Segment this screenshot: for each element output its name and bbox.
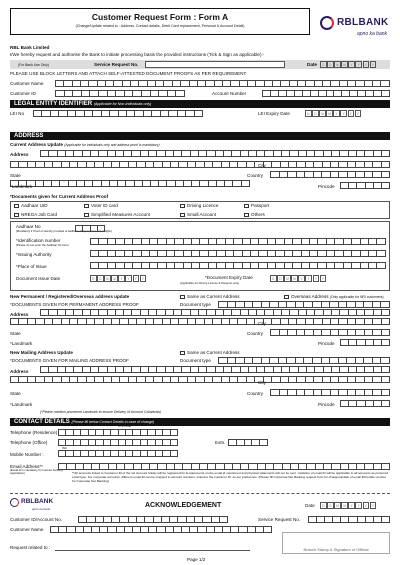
perm-address-line2-input[interactable] <box>10 318 390 325</box>
mail-country-label: Country <box>247 391 264 396</box>
lei-section-header: LEGAL ENTITY IDENTIFIER (Applicable for Non-Individuals only) <box>10 100 390 108</box>
mail-city-label: City <box>258 380 266 385</box>
mail-address-line2-input[interactable] <box>10 376 390 383</box>
account-number-input[interactable] <box>262 90 390 97</box>
ack-service-request-input[interactable] <box>308 516 390 523</box>
tel-res-input[interactable] <box>58 429 178 436</box>
tel-office-label: Telephone (Office) <box>10 440 48 445</box>
ack-date-label: Date <box>305 503 315 508</box>
logo-name: RBLBANK <box>337 17 389 28</box>
current-address-label: Current Address Update (Applicable for individuals only and address proof is mandatory) <box>10 142 160 147</box>
state-input[interactable] <box>10 180 250 187</box>
mail-state-label: State <box>10 391 21 396</box>
isd-label: ISD <box>62 446 67 450</box>
mobile-label: Mobile Number : <box>10 452 44 457</box>
mailing-same-checkbox[interactable]: Same as Current Address <box>180 350 240 355</box>
mailing-doc-type-label: Document type <box>180 358 211 363</box>
identification-input[interactable] <box>90 238 386 245</box>
doc-expiry-date-label: *Document Expiry Date <box>205 275 253 280</box>
page-number: Page 1/2 <box>187 557 206 562</box>
aadhaar-input[interactable] <box>75 225 105 232</box>
mail-address-label: Address <box>10 369 29 374</box>
form-title: Customer Request Form : Form A <box>91 12 229 22</box>
address-label: Address <box>10 152 29 157</box>
mail-pincode-input[interactable] <box>340 400 390 407</box>
lei-expiry-label: LEI Expiry Date <box>258 111 290 116</box>
country-label: Country <box>247 173 264 178</box>
bank-use-label: (For Bank Use Only) <box>18 63 49 67</box>
doc-issue-date-input[interactable]: D D M M Y Y Y Y <box>90 275 147 282</box>
doc-type-label: Document type <box>180 302 211 307</box>
country-input[interactable] <box>270 171 390 178</box>
docs-current-heading: *Documents given for Current Address Proof <box>10 194 109 199</box>
contact-section-header: CONTACT DETAILS (Please fill below Contact Details in case of change) <box>10 418 390 426</box>
mail-address-line1-input[interactable] <box>40 366 390 373</box>
perm-address-line1-input[interactable] <box>40 309 390 316</box>
city-label: City <box>258 163 266 168</box>
perm-state-label: State <box>10 331 21 336</box>
perm-country-label: Country <box>247 331 264 336</box>
doc-nrega[interactable]: NREGA Job Card <box>14 212 57 217</box>
issuing-authority-input[interactable] <box>90 250 386 257</box>
std-code-label: STD Code <box>118 424 132 428</box>
perm-landmark-label: *Landmark <box>10 341 33 346</box>
branch-stamp-box: Branch Stamp & Signature of Official <box>282 532 390 554</box>
block-letters-note: PLEASE USE BLOCK LETTERS AND ATTACH SELF-ATTESTED DOCUMENT PROOFS AS PER REQUIREMENT <box>10 71 247 76</box>
mail-country-input[interactable] <box>270 389 390 396</box>
doc-small-account[interactable]: Small Account <box>180 212 216 217</box>
pincode-label: Pincode <box>318 184 335 189</box>
mobile-input[interactable] <box>58 450 178 457</box>
form-title-box <box>10 8 310 35</box>
date-input[interactable]: D D M M Y Y Y Y <box>320 61 377 68</box>
identification-note: (Please do not enter the Aadhaar No here) <box>16 243 69 247</box>
tel-res-label: Telephone (Residence) <box>10 430 58 435</box>
email-note: (Email id is mandatory for Internet banking registration) <box>10 468 63 476</box>
overseas-checkbox[interactable]: Overseas Address (Only applicable for NRI customers) <box>284 294 384 299</box>
ack-service-request-label: Service Request No. <box>258 517 301 522</box>
doc-type-mailing-input[interactable] <box>218 357 390 364</box>
ack-customer-id-input[interactable] <box>78 516 228 523</box>
tear-line <box>10 493 390 494</box>
ack-logo-icon <box>10 498 19 507</box>
account-number-label: Account Number <box>212 91 247 96</box>
place-of-issue-input[interactable] <box>90 262 386 269</box>
doc-passport[interactable]: Passport <box>244 203 269 208</box>
service-request-input[interactable] <box>145 61 285 68</box>
doc-driving-licence[interactable]: Driving Licence <box>180 203 218 208</box>
identification-number-label: *Identification number <box>16 238 61 243</box>
extn-input[interactable] <box>228 439 268 446</box>
tel-office-input[interactable] <box>58 439 178 446</box>
pincode-input[interactable] <box>340 182 390 189</box>
address-section-header: ADDRESS <box>10 132 390 140</box>
date-label: Date <box>307 62 317 67</box>
lei-expiry-input[interactable]: D D M M Y Y Y Y <box>305 110 362 117</box>
place-of-issue-label: *Place of Issue <box>16 264 47 269</box>
doc-aadhaar[interactable]: Aadhaar UID <box>14 203 48 208</box>
email-label: Email Address** <box>10 464 43 469</box>
customer-name-label: Customer Name <box>10 81 44 86</box>
perm-address-label: Address <box>10 312 29 317</box>
ack-logo <box>10 497 54 513</box>
perm-city-label: City <box>258 321 266 326</box>
ack-date-input[interactable]: D D M M Y Y Y Y <box>320 502 377 509</box>
service-request-label: Service Request No. <box>94 62 139 67</box>
permanent-address-label: New Permanent / Registered/Overseas address update <box>10 294 130 299</box>
issuing-authority-label: *Issuing Authority <box>16 252 52 257</box>
mail-landmark-label: *Landmark <box>10 402 33 407</box>
docs-mailing-heading: *DOCUMENTS GIVEN FOR MAILING ADDRESS PROOF <box>10 358 129 363</box>
doc-others[interactable]: Others <box>244 212 265 217</box>
doc-voter-id[interactable]: Voter ID card <box>84 203 118 208</box>
doc-issue-date-label: Document Issue Date <box>16 276 61 281</box>
lei-no-label: LEI No <box>10 111 25 116</box>
form-subtitle: (Change/Update related to : Address, Contact details, Debit Card replacement, Personal & Account Detail) <box>75 24 245 28</box>
logo-tagline: apno ka bank <box>357 31 388 37</box>
rbl-logo-icon <box>320 16 334 30</box>
perm-pincode-input[interactable] <box>340 339 390 346</box>
email-input[interactable] <box>58 463 390 470</box>
doc-simplified-measures[interactable]: Simplified Measures Account <box>84 212 150 217</box>
address-line2-input[interactable] <box>10 161 390 168</box>
intro-text: I/We hereby request and authorise the Bank to initiate processing basis the provided instructions (Tick & Sign as applicable):- <box>10 52 265 57</box>
ack-customer-name-label: Customer Name <box>10 527 44 532</box>
customer-id-label: Customer ID <box>10 91 36 96</box>
bank-logo <box>320 12 395 47</box>
ack-request-related-label: Request related to : <box>10 545 51 550</box>
aadhaar-no-label: Aadhaar No <box>16 224 41 229</box>
email-disclaimer: **All accounts linked to Customer ID of the 1st Account holder will be registered for E-statements on the email id mentioned and physical statements will not be sent. Updation of email ID will be applicable to all accounts as preferred email type. For corporate accounts, different email ID can be mapped to account numbers, linked to the customer ID, as per preference. (Please fill Corporate Net Banking request form for change/update of email ID/mobile number for Corporate Net Banking) <box>72 471 389 483</box>
perm-country-input[interactable] <box>270 329 390 336</box>
perm-pincode-label: Pincode <box>318 341 335 346</box>
state-label: State <box>10 173 21 178</box>
extn-label: Extn. <box>215 440 226 445</box>
doc-expiry-note: (Applicable for Driving License & Passport only) <box>180 281 240 285</box>
aadhaar-note: (Mandatory if Proof of Identity provided is Aadhaar. Only mention last 4 digits) <box>16 229 112 233</box>
ack-request-related-input[interactable] <box>55 550 250 551</box>
mail-pincode-label: Pincode <box>318 402 335 407</box>
ack-logo-tagline: apno ka bank <box>32 507 51 511</box>
mailing-address-label: New Mailing Address Update <box>10 350 73 355</box>
lei-no-input[interactable] <box>33 110 203 117</box>
ack-customer-id-label: Customer ID/Account No. <box>10 517 63 522</box>
docs-permanent-heading: *DOCUMENTS GIVEN FOR PERMANENT ADDRESS PROOF <box>10 302 139 307</box>
same-as-current-checkbox[interactable]: Same as Current Address <box>180 294 240 299</box>
ack-logo-name: RBLBANK <box>21 498 54 505</box>
customer-name-input[interactable] <box>55 80 390 87</box>
customer-id-input[interactable] <box>55 90 185 97</box>
address-line1-input[interactable] <box>40 150 390 157</box>
doc-expiry-date-input[interactable]: D D M M Y Y Y Y <box>270 275 327 282</box>
landmark-note: (*Please mention prominent Landmark to ensure Delivery of Account Collaterals) <box>40 410 162 414</box>
doc-type-permanent-input[interactable] <box>218 301 390 308</box>
landmark-label: *Landmark <box>10 184 33 189</box>
ack-heading: ACKNOWLEDGEMENT <box>145 502 222 509</box>
ack-customer-name-input[interactable] <box>50 526 272 533</box>
bank-name: RBL Bank Limited <box>10 45 50 50</box>
